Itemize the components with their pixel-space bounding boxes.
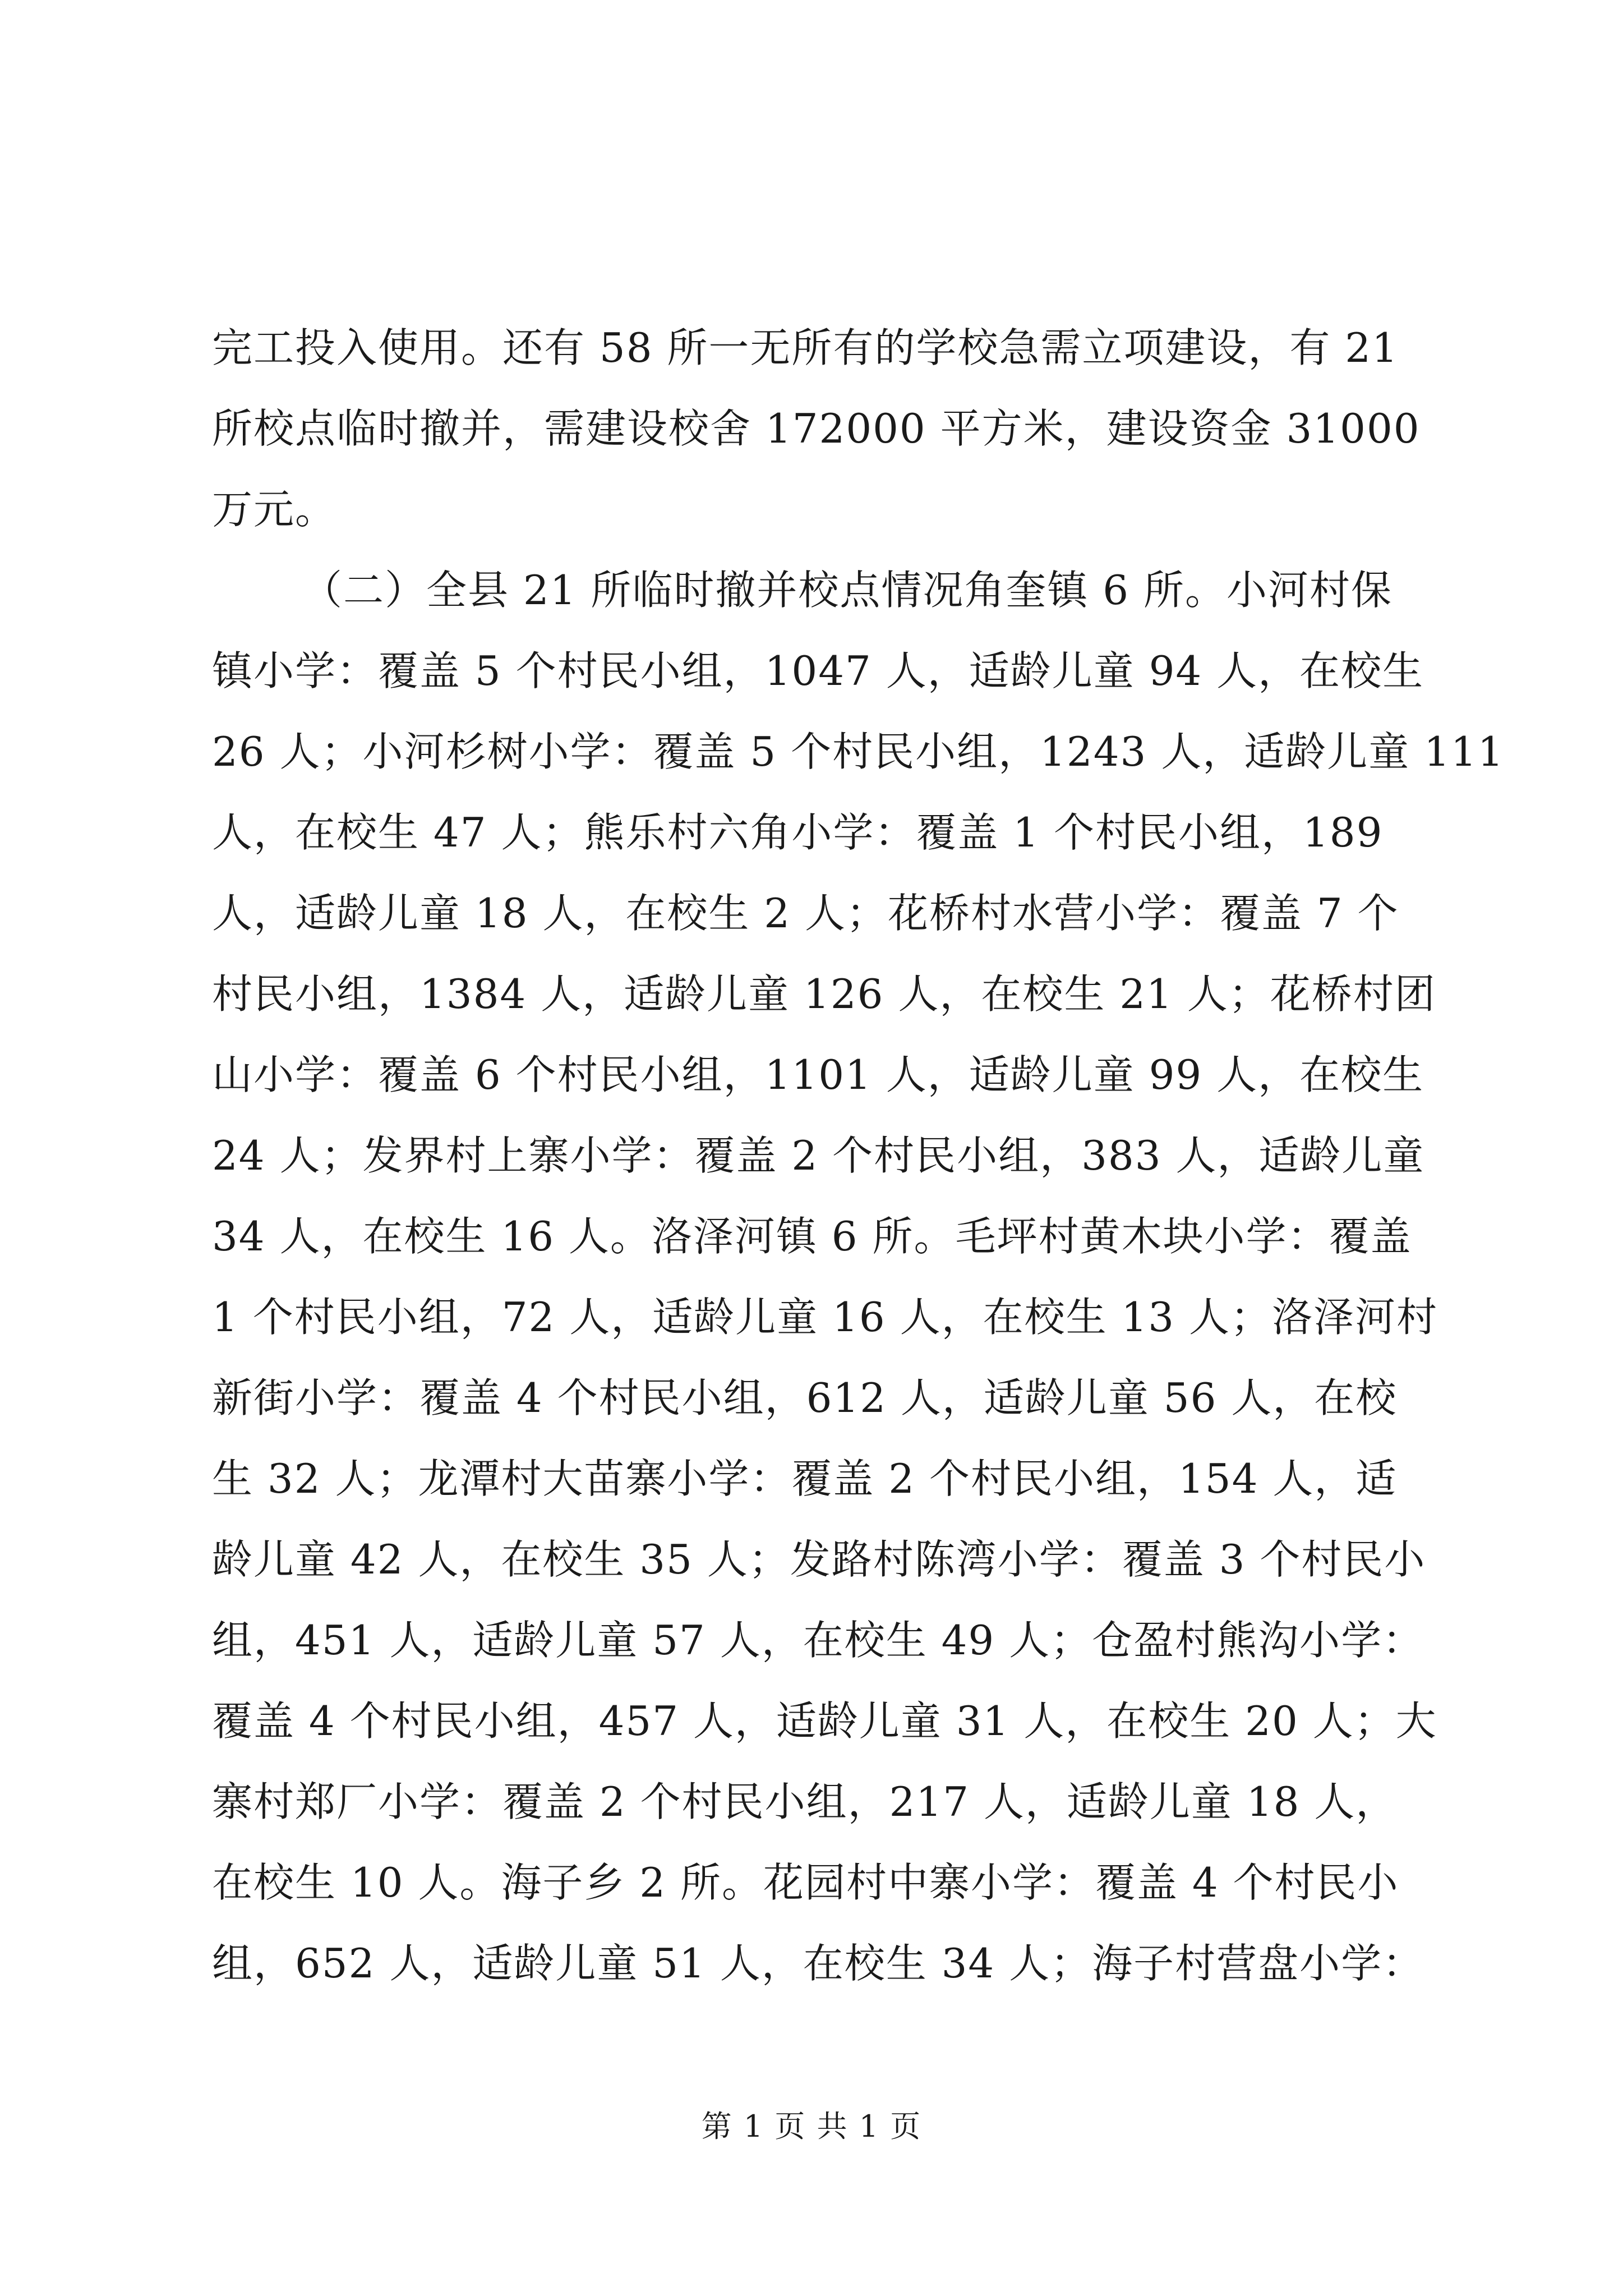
text-line: 龄儿童 42 人，在校生 35 人；发路村陈湾小学：覆盖 3 个村民小: [212, 1536, 1426, 1583]
text-line: 山小学：覆盖 6 个村民小组，1101 人，适龄儿童 99 人，在校生: [212, 1051, 1424, 1098]
text-line: 村民小组，1384 人，适龄儿童 126 人，在校生 21 人；花桥村团: [212, 970, 1436, 1018]
text-line: 26 人；小河杉树小学：覆盖 5 个村民小组，1243 人，适龄儿童 111: [212, 728, 1505, 775]
text-line: 人，适龄儿童 18 人，在校生 2 人；花桥村水营小学：覆盖 7 个: [212, 890, 1399, 937]
document-body: [212, 307, 1505, 2004]
text-line: 覆盖 4 个村民小组，457 人，适龄儿童 31 人，在校生 20 人；大: [212, 1697, 1437, 1745]
text-line: 24 人；发界村上寨小学：覆盖 2 个村民小组，383 人，适龄儿童: [212, 1132, 1425, 1179]
text-line: 万元。: [212, 486, 337, 533]
section-heading-line: （二）全县 21 所临时撤并校点情况角奎镇 6 所。小河村保: [302, 567, 1393, 614]
page-number-footer: 第 1 页 共 1 页: [701, 2109, 922, 2144]
text-line: 寨村郑厂小学：覆盖 2 个村民小组，217 人，适龄儿童 18 人，: [212, 1778, 1398, 1825]
text-line: 生 32 人；龙潭村大苗寨小学：覆盖 2 个村民小组，154 人，适: [212, 1455, 1398, 1502]
text-line: 新街小学：覆盖 4 个村民小组，612 人，适龄儿童 56 人，在校: [212, 1374, 1398, 1421]
text-line: 34 人，在校生 16 人。洛泽河镇 6 所。毛坪村黄木块小学：覆盖: [212, 1213, 1412, 1260]
text-line: 在校生 10 人。海子乡 2 所。花园村中寨小学：覆盖 4 个村民小: [212, 1859, 1399, 1906]
text-line: 镇小学：覆盖 5 个村民小组，1047 人，适龄儿童 94 人，在校生: [212, 647, 1424, 694]
text-line: 1 个村民小组，72 人，适龄儿童 16 人，在校生 13 人；洛泽河村: [212, 1294, 1438, 1341]
text-line: 组，652 人，适龄儿童 51 人，在校生 34 人；海子村营盘小学：: [212, 1940, 1424, 1987]
text-line: 组，451 人，适龄儿童 57 人，在校生 49 人；仓盈村熊沟小学：: [212, 1617, 1424, 1664]
text-line: 人，在校生 47 人；熊乐村六角小学：覆盖 1 个村民小组，189: [212, 809, 1384, 856]
text-line: 所校点临时撤并，需建设校舍 172000 平方米，建设资金 31000: [212, 405, 1421, 452]
text-line: 完工投入使用。还有 58 所一无所有的学校急需立项建设，有 21: [212, 324, 1399, 371]
